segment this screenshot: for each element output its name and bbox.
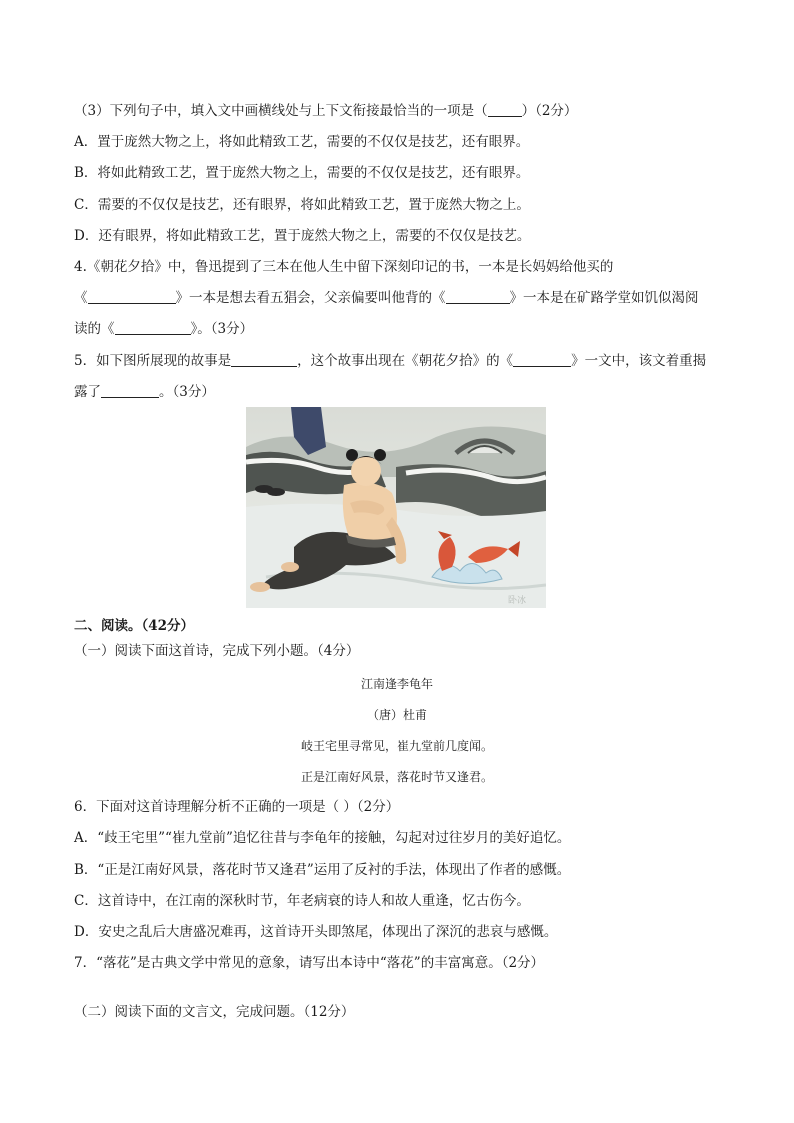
q4-text-c: 》一本是在矿路学堂如饥似渴阅 bbox=[509, 290, 699, 306]
faint-mark: 卧冰 bbox=[508, 596, 527, 606]
q5-blank-1 bbox=[231, 352, 297, 367]
q5-text-e: 。（3分） bbox=[159, 384, 215, 400]
q4-text-d: 读的《 bbox=[74, 321, 115, 337]
poem-author: （唐）杜甫 bbox=[366, 708, 427, 722]
q5-blank-2 bbox=[513, 352, 571, 367]
q4-blank-2 bbox=[446, 289, 510, 304]
boy-head bbox=[351, 456, 381, 486]
q4-text-a: 《 bbox=[74, 290, 88, 306]
q3-option-d: D．还有眼界，将如此精致工艺，置于庞然大物之上，需要的不仅仅是技艺。 bbox=[74, 228, 531, 244]
q4-text-e: 》。（3分） bbox=[190, 321, 254, 337]
q5-text-c: 》一文中，该文着重揭 bbox=[571, 353, 707, 369]
hair-bun bbox=[374, 449, 386, 461]
part-1-intro: （一）阅读下面这首诗，完成下列小题。（4分） bbox=[74, 643, 360, 659]
q3-option-c: C．需要的不仅仅是技艺，还有眼界，将如此精致工艺，置于庞然大物之上。 bbox=[74, 197, 530, 213]
q7-stem: 7．“落花”是古典文学中常见的意象，请写出本诗中“落花”的丰富寓意。（2分） bbox=[74, 955, 545, 971]
q6-option-d: D．安史之乱后大唐盛况难再，这首诗开头即煞尾，体现出了深沉的悲哀与感慨。 bbox=[74, 924, 558, 940]
q4-line-3 bbox=[74, 319, 253, 339]
hair-bun bbox=[346, 449, 358, 461]
q6-option-a: A．“歧王宅里”“崔九堂前”追忆往昔与李龟年的接触，勾起对过往岁月的美好追忆。 bbox=[74, 830, 571, 846]
q5-line-1 bbox=[74, 351, 706, 371]
q4-blank-3 bbox=[115, 320, 191, 335]
q6-option-c: C．这首诗中，在江南的深秋时节，年老病衰的诗人和故人重逢，忆古伤今。 bbox=[74, 893, 530, 909]
q5-text-d: 露了 bbox=[74, 384, 101, 400]
part-2-heading: （二）阅读下面的文言文，完成问题。（12分） bbox=[74, 1004, 355, 1020]
q5-blank-3 bbox=[101, 383, 159, 398]
boy-torso bbox=[343, 482, 397, 545]
q3-stem-text-a: （3）下列句子中，填入文中画横线处与上下文衔接最恰当的一项是（ bbox=[74, 103, 488, 119]
q3-stem-text-b: ）（2分） bbox=[521, 103, 578, 119]
q3-stem bbox=[74, 101, 577, 121]
q4-text-b: 》一本是想去看五猖会，父亲偏要叫他背的《 bbox=[175, 290, 446, 306]
boy-foot bbox=[250, 582, 270, 592]
q6-stem: 6．下面对这首诗理解分析不正确的一项是（ ）（2分） bbox=[74, 799, 400, 815]
q3-option-b: B．将如此精致工艺，置于庞然大物之上，需要的不仅仅是技艺，还有眼界。 bbox=[74, 165, 530, 181]
boy-foot bbox=[281, 562, 299, 572]
q4-line-1: 4.《朝花夕拾》中，鲁迅提到了三本在他人生中留下深刻印记的书，一本是长妈妈给他买的 bbox=[74, 259, 614, 275]
shoe-icon bbox=[267, 488, 285, 496]
q4-blank-1 bbox=[88, 289, 176, 304]
q6-option-b: B．“正是江南好风景，落花时节又逢君”运用了反衬的手法，体现出了作者的感慨。 bbox=[74, 862, 571, 878]
wolong-qiuli-illustration bbox=[246, 407, 546, 608]
q4-line-2 bbox=[74, 288, 699, 308]
poem-line-2: 正是江南好风景，落花时节又逢君。 bbox=[300, 770, 493, 784]
q3-option-a: A．置于庞然大物之上，将如此精致工艺，需要的不仅仅是技艺，还有眼界。 bbox=[74, 134, 530, 150]
q5-text-b: ，这个故事出现在《朝花夕拾》的《 bbox=[297, 353, 514, 369]
q5-line-2 bbox=[74, 382, 215, 402]
poem-line-1: 岐王宅里寻常见，崔九堂前几度闻。 bbox=[300, 739, 493, 753]
q5-text-a: 5．如下图所展现的故事是 bbox=[74, 353, 232, 369]
section-2-heading: 二、阅读。（42分） bbox=[74, 618, 195, 634]
q3-answer-blank bbox=[488, 102, 522, 117]
poem-title: 江南逢李龟年 bbox=[360, 677, 433, 691]
